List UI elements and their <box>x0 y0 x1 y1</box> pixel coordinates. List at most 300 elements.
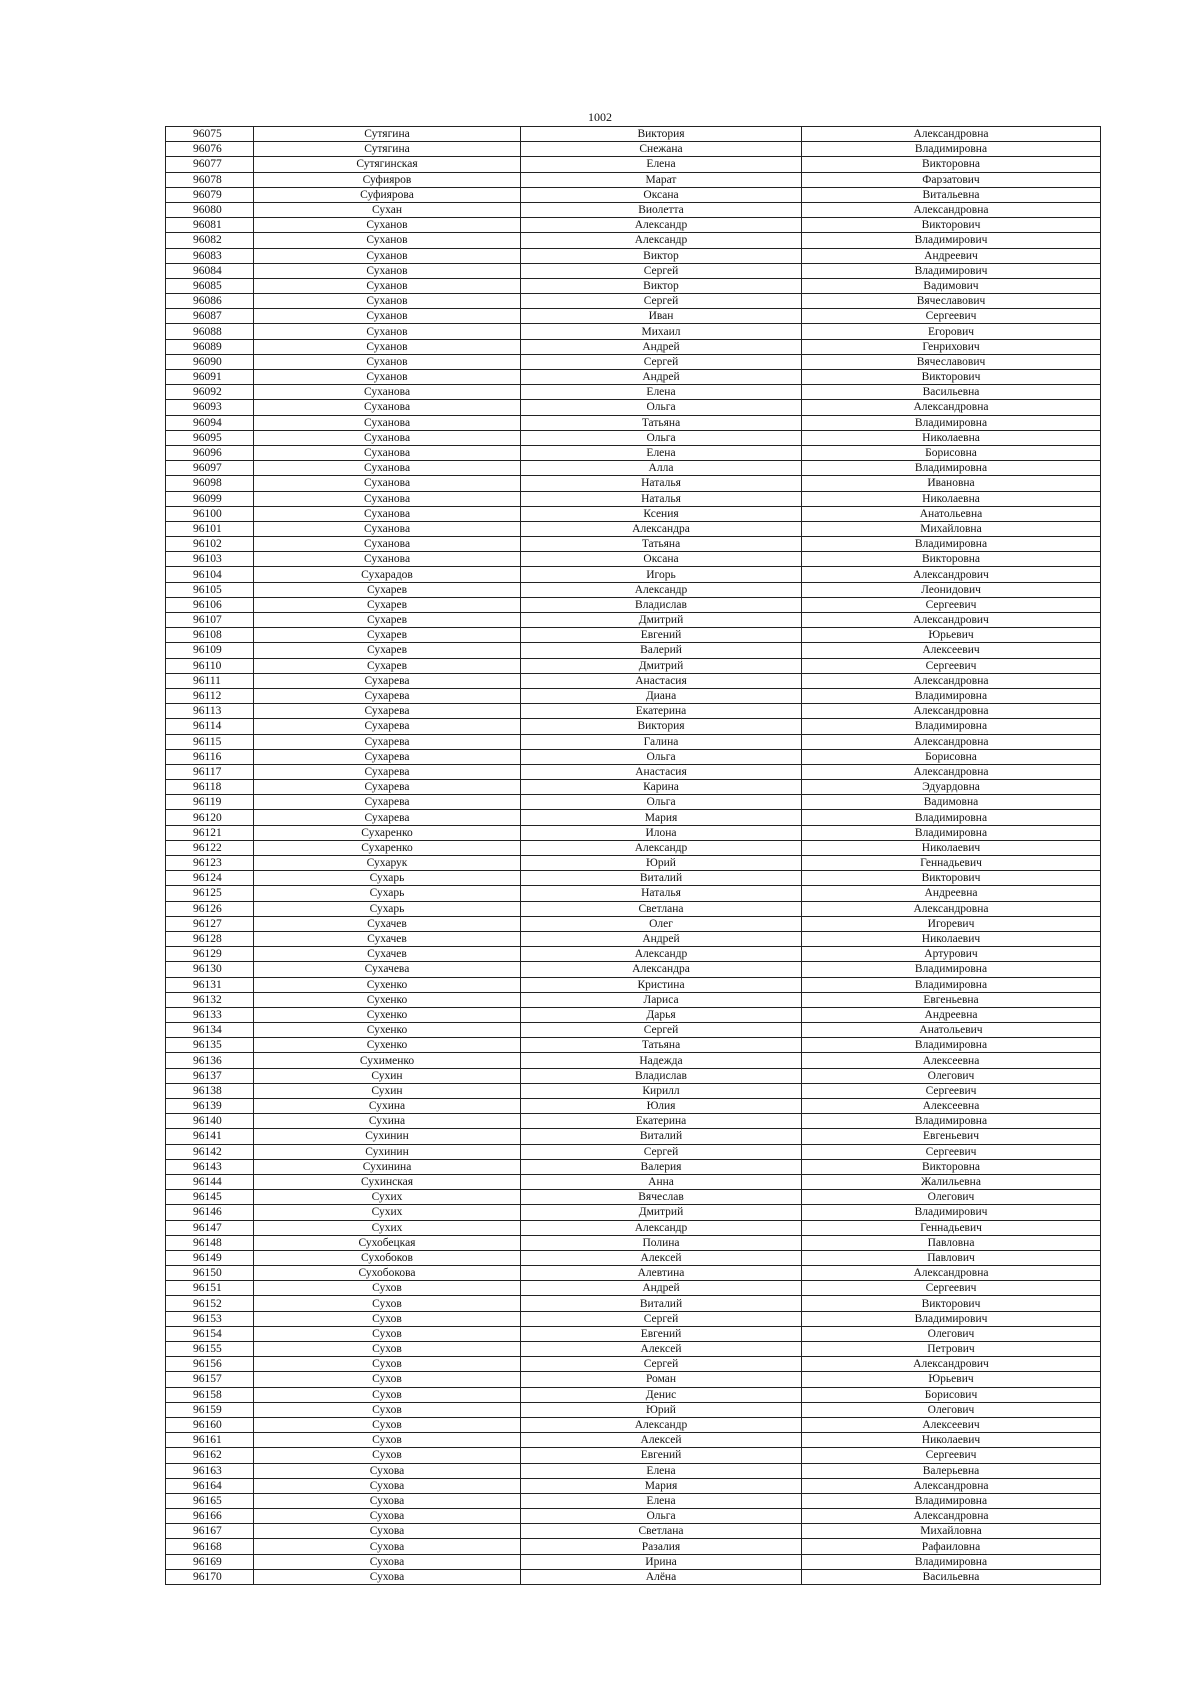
patronymic-cell: Ивановна <box>802 476 1101 491</box>
last-name-cell: Сухов <box>254 1402 521 1417</box>
first-name-cell: Вячеслав <box>521 1190 802 1205</box>
first-name-cell: Виктория <box>521 719 802 734</box>
table-row <box>166 764 1101 779</box>
last-name-cell: Суханова <box>254 537 521 552</box>
table-row <box>166 1539 1101 1554</box>
first-name-cell: Виктор <box>521 248 802 263</box>
record-id-cell: 96167 <box>166 1524 254 1539</box>
patronymic-cell: Жалильевна <box>802 1174 1101 1189</box>
table-row <box>166 780 1101 795</box>
last-name-cell: Сухарук <box>254 856 521 871</box>
last-name-cell: Сухан <box>254 202 521 217</box>
last-name-cell: Суханов <box>254 324 521 339</box>
last-name-cell: Сухарева <box>254 688 521 703</box>
table-row <box>166 400 1101 415</box>
record-id-cell: 96093 <box>166 400 254 415</box>
patronymic-cell: Николаевна <box>802 430 1101 445</box>
table-row <box>166 445 1101 460</box>
table-row <box>166 947 1101 962</box>
page-number: 1002 <box>588 110 612 124</box>
table-row <box>166 324 1101 339</box>
first-name-cell: Валерия <box>521 1159 802 1174</box>
table-row <box>166 218 1101 233</box>
record-id-cell: 96119 <box>166 795 254 810</box>
patronymic-cell: Анатольевич <box>802 1023 1101 1038</box>
first-name-cell: Александр <box>521 582 802 597</box>
last-name-cell: Сухарева <box>254 810 521 825</box>
table-row <box>166 1569 1101 1584</box>
record-id-cell: 96096 <box>166 445 254 460</box>
first-name-cell: Екатерина <box>521 704 802 719</box>
last-name-cell: Суханова <box>254 445 521 460</box>
patronymic-cell: Сергеевич <box>802 658 1101 673</box>
last-name-cell: Суханова <box>254 521 521 536</box>
last-name-cell: Суханов <box>254 263 521 278</box>
record-id-cell: 96170 <box>166 1569 254 1584</box>
table-row <box>166 1174 1101 1189</box>
patronymic-cell: Олегович <box>802 1190 1101 1205</box>
first-name-cell: Елена <box>521 385 802 400</box>
patronymic-cell: Юрьевич <box>802 628 1101 643</box>
record-id-cell: 96099 <box>166 491 254 506</box>
last-name-cell: Сухина <box>254 1099 521 1114</box>
patronymic-cell: Александровна <box>802 400 1101 415</box>
last-name-cell: Сухарева <box>254 795 521 810</box>
first-name-cell: Владислав <box>521 1068 802 1083</box>
last-name-cell: Суфиярова <box>254 187 521 202</box>
first-name-cell: Александр <box>521 233 802 248</box>
last-name-cell: Суханов <box>254 370 521 385</box>
record-id-cell: 96157 <box>166 1372 254 1387</box>
patronymic-cell: Викторович <box>802 871 1101 886</box>
first-name-cell: Елена <box>521 1493 802 1508</box>
first-name-cell: Александр <box>521 840 802 855</box>
table-row <box>166 172 1101 187</box>
table-row <box>166 339 1101 354</box>
record-id-cell: 96122 <box>166 840 254 855</box>
table-row <box>166 992 1101 1007</box>
table-row <box>166 461 1101 476</box>
first-name-cell: Сергей <box>521 354 802 369</box>
last-name-cell: Сухенко <box>254 1007 521 1022</box>
last-name-cell: Сухова <box>254 1463 521 1478</box>
first-name-cell: Наталья <box>521 491 802 506</box>
record-id-cell: 96130 <box>166 962 254 977</box>
first-name-cell: Александр <box>521 218 802 233</box>
record-id-cell: 96131 <box>166 977 254 992</box>
table-row <box>166 294 1101 309</box>
first-name-cell: Алла <box>521 461 802 476</box>
record-id-cell: 96098 <box>166 476 254 491</box>
table-row <box>166 901 1101 916</box>
patronymic-cell: Алексеевна <box>802 1053 1101 1068</box>
last-name-cell: Сухих <box>254 1190 521 1205</box>
last-name-cell: Сухарева <box>254 734 521 749</box>
table-row <box>166 673 1101 688</box>
patronymic-cell: Юрьевич <box>802 1372 1101 1387</box>
record-id-cell: 96103 <box>166 552 254 567</box>
first-name-cell: Карина <box>521 780 802 795</box>
patronymic-cell: Сергеевич <box>802 1281 1101 1296</box>
first-name-cell: Елена <box>521 1463 802 1478</box>
record-id-cell: 96080 <box>166 202 254 217</box>
first-name-cell: Александр <box>521 1417 802 1432</box>
patronymic-cell: Михайловна <box>802 521 1101 536</box>
record-id-cell: 96151 <box>166 1281 254 1296</box>
first-name-cell: Александра <box>521 962 802 977</box>
last-name-cell: Суханов <box>254 248 521 263</box>
table-row <box>166 1372 1101 1387</box>
patronymic-cell: Евгеньевич <box>802 1129 1101 1144</box>
table-row <box>166 962 1101 977</box>
table-row <box>166 233 1101 248</box>
record-id-cell: 96137 <box>166 1068 254 1083</box>
record-id-cell: 96141 <box>166 1129 254 1144</box>
first-name-cell: Надежда <box>521 1053 802 1068</box>
first-name-cell: Сергей <box>521 1357 802 1372</box>
last-name-cell: Суханов <box>254 354 521 369</box>
record-id-cell: 96147 <box>166 1220 254 1235</box>
record-id-cell: 96162 <box>166 1448 254 1463</box>
record-id-cell: 96120 <box>166 810 254 825</box>
patronymic-cell: Владимировна <box>802 142 1101 157</box>
record-id-cell: 96076 <box>166 142 254 157</box>
table-row <box>166 1342 1101 1357</box>
record-id-cell: 96097 <box>166 461 254 476</box>
first-name-cell: Александра <box>521 521 802 536</box>
first-name-cell: Михаил <box>521 324 802 339</box>
patronymic-cell: Владимировна <box>802 1493 1101 1508</box>
first-name-cell: Виктор <box>521 278 802 293</box>
last-name-cell: Сухарев <box>254 597 521 612</box>
record-id-cell: 96126 <box>166 901 254 916</box>
patronymic-cell: Николаевич <box>802 931 1101 946</box>
first-name-cell: Елена <box>521 445 802 460</box>
last-name-cell: Суханова <box>254 400 521 415</box>
last-name-cell: Суханова <box>254 491 521 506</box>
last-name-cell: Сухова <box>254 1509 521 1524</box>
patronymic-cell: Витальевна <box>802 187 1101 202</box>
record-id-cell: 96133 <box>166 1007 254 1022</box>
record-id-cell: 96085 <box>166 278 254 293</box>
patronymic-cell: Александрович <box>802 1357 1101 1372</box>
table-row <box>166 202 1101 217</box>
table-row <box>166 916 1101 931</box>
patronymic-cell: Владимировна <box>802 719 1101 734</box>
last-name-cell: Сухинская <box>254 1174 521 1189</box>
record-id-cell: 96108 <box>166 628 254 643</box>
last-name-cell: Сухаренко <box>254 825 521 840</box>
record-id-cell: 96127 <box>166 916 254 931</box>
table-row <box>166 521 1101 536</box>
table-row <box>166 1478 1101 1493</box>
patronymic-cell: Александровна <box>802 1509 1101 1524</box>
last-name-cell: Сухачев <box>254 916 521 931</box>
patronymic-cell: Рафаиловна <box>802 1539 1101 1554</box>
first-name-cell: Разалия <box>521 1539 802 1554</box>
patronymic-cell: Владимировна <box>802 1038 1101 1053</box>
first-name-cell: Татьяна <box>521 537 802 552</box>
first-name-cell: Мария <box>521 1478 802 1493</box>
last-name-cell: Суханова <box>254 552 521 567</box>
first-name-cell: Ольга <box>521 795 802 810</box>
first-name-cell: Галина <box>521 734 802 749</box>
first-name-cell: Юлия <box>521 1099 802 1114</box>
first-name-cell: Дмитрий <box>521 613 802 628</box>
first-name-cell: Ольга <box>521 1509 802 1524</box>
record-id-cell: 96145 <box>166 1190 254 1205</box>
last-name-cell: Сухенко <box>254 977 521 992</box>
last-name-cell: Суфияров <box>254 172 521 187</box>
table-row <box>166 248 1101 263</box>
record-id-cell: 96086 <box>166 294 254 309</box>
first-name-cell: Олег <box>521 916 802 931</box>
last-name-cell: Сухарев <box>254 613 521 628</box>
registry-table <box>165 126 1101 1585</box>
last-name-cell: Сухенко <box>254 1038 521 1053</box>
patronymic-cell: Викторович <box>802 370 1101 385</box>
table-row <box>166 370 1101 385</box>
record-id-cell: 96143 <box>166 1159 254 1174</box>
table-row <box>166 658 1101 673</box>
record-id-cell: 96149 <box>166 1250 254 1265</box>
first-name-cell: Владислав <box>521 597 802 612</box>
table-row <box>166 688 1101 703</box>
last-name-cell: Сухих <box>254 1220 521 1235</box>
last-name-cell: Суханов <box>254 309 521 324</box>
first-name-cell: Виталий <box>521 1129 802 1144</box>
patronymic-cell: Сергеевич <box>802 1083 1101 1098</box>
table-row <box>166 719 1101 734</box>
patronymic-cell: Александровна <box>802 202 1101 217</box>
first-name-cell: Ксения <box>521 506 802 521</box>
table-row <box>166 1266 1101 1281</box>
table-row <box>166 1023 1101 1038</box>
last-name-cell: Сухов <box>254 1311 521 1326</box>
record-id-cell: 96163 <box>166 1463 254 1478</box>
patronymic-cell: Владимировна <box>802 461 1101 476</box>
last-name-cell: Сухова <box>254 1569 521 1584</box>
first-name-cell: Наталья <box>521 476 802 491</box>
first-name-cell: Снежана <box>521 142 802 157</box>
record-id-cell: 96114 <box>166 719 254 734</box>
patronymic-cell: Викторовна <box>802 157 1101 172</box>
patronymic-cell: Сергеевич <box>802 309 1101 324</box>
last-name-cell: Сухачева <box>254 962 521 977</box>
table-row <box>166 506 1101 521</box>
first-name-cell: Алёна <box>521 1569 802 1584</box>
first-name-cell: Юрий <box>521 1402 802 1417</box>
table-row <box>166 1250 1101 1265</box>
record-id-cell: 96155 <box>166 1342 254 1357</box>
record-id-cell: 96125 <box>166 886 254 901</box>
table-row <box>166 537 1101 552</box>
table-row <box>166 1114 1101 1129</box>
record-id-cell: 96109 <box>166 643 254 658</box>
record-id-cell: 96121 <box>166 825 254 840</box>
patronymic-cell: Игоревич <box>802 916 1101 931</box>
record-id-cell: 96154 <box>166 1326 254 1341</box>
patronymic-cell: Петрович <box>802 1342 1101 1357</box>
first-name-cell: Наталья <box>521 886 802 901</box>
record-id-cell: 96165 <box>166 1493 254 1508</box>
patronymic-cell: Павлович <box>802 1250 1101 1265</box>
last-name-cell: Сухов <box>254 1417 521 1432</box>
table-row <box>166 871 1101 886</box>
last-name-cell: Сухарев <box>254 582 521 597</box>
last-name-cell: Сухинин <box>254 1144 521 1159</box>
last-name-cell: Сухов <box>254 1387 521 1402</box>
last-name-cell: Сухинин <box>254 1129 521 1144</box>
first-name-cell: Татьяна <box>521 1038 802 1053</box>
record-id-cell: 96112 <box>166 688 254 703</box>
patronymic-cell: Вадимовна <box>802 795 1101 810</box>
patronymic-cell: Сергеевич <box>802 597 1101 612</box>
first-name-cell: Виолетта <box>521 202 802 217</box>
record-id-cell: 96110 <box>166 658 254 673</box>
last-name-cell: Сухарь <box>254 901 521 916</box>
table-row <box>166 1159 1101 1174</box>
patronymic-cell: Вячеславович <box>802 294 1101 309</box>
patronymic-cell: Артурович <box>802 947 1101 962</box>
table-row <box>166 1509 1101 1524</box>
first-name-cell: Кирилл <box>521 1083 802 1098</box>
last-name-cell: Сухин <box>254 1068 521 1083</box>
table-row <box>166 795 1101 810</box>
table-row <box>166 187 1101 202</box>
patronymic-cell: Александровна <box>802 127 1101 142</box>
first-name-cell: Оксана <box>521 552 802 567</box>
last-name-cell: Суханова <box>254 430 521 445</box>
last-name-cell: Сухарь <box>254 871 521 886</box>
record-id-cell: 96111 <box>166 673 254 688</box>
last-name-cell: Сухова <box>254 1554 521 1569</box>
record-id-cell: 96159 <box>166 1402 254 1417</box>
record-id-cell: 96107 <box>166 613 254 628</box>
first-name-cell: Евгений <box>521 1448 802 1463</box>
table-row <box>166 613 1101 628</box>
record-id-cell: 96142 <box>166 1144 254 1159</box>
table-row <box>166 1235 1101 1250</box>
table-row <box>166 1554 1101 1569</box>
last-name-cell: Сухин <box>254 1083 521 1098</box>
patronymic-cell: Валерьевна <box>802 1463 1101 1478</box>
patronymic-cell: Сергеевич <box>802 1144 1101 1159</box>
patronymic-cell: Геннадьевич <box>802 856 1101 871</box>
last-name-cell: Сухарадов <box>254 567 521 582</box>
record-id-cell: 96168 <box>166 1539 254 1554</box>
record-id-cell: 96129 <box>166 947 254 962</box>
last-name-cell: Суханова <box>254 506 521 521</box>
table-row <box>166 840 1101 855</box>
record-id-cell: 96075 <box>166 127 254 142</box>
record-id-cell: 96132 <box>166 992 254 1007</box>
patronymic-cell: Олегович <box>802 1326 1101 1341</box>
patronymic-cell: Александровна <box>802 673 1101 688</box>
patronymic-cell: Евгеньевна <box>802 992 1101 1007</box>
patronymic-cell: Борисовна <box>802 749 1101 764</box>
table-row <box>166 430 1101 445</box>
table-row <box>166 415 1101 430</box>
last-name-cell: Сухова <box>254 1539 521 1554</box>
table-row <box>166 552 1101 567</box>
table-row <box>166 354 1101 369</box>
record-id-cell: 96136 <box>166 1053 254 1068</box>
last-name-cell: Сутягина <box>254 127 521 142</box>
first-name-cell: Мария <box>521 810 802 825</box>
table-row <box>166 1099 1101 1114</box>
first-name-cell: Иван <box>521 309 802 324</box>
last-name-cell: Сухаренко <box>254 840 521 855</box>
first-name-cell: Роман <box>521 1372 802 1387</box>
table-row <box>166 1493 1101 1508</box>
record-id-cell: 96148 <box>166 1235 254 1250</box>
table-row <box>166 1038 1101 1053</box>
table-row <box>166 1326 1101 1341</box>
last-name-cell: Сухов <box>254 1342 521 1357</box>
patronymic-cell: Фарзатович <box>802 172 1101 187</box>
last-name-cell: Суханов <box>254 218 521 233</box>
table-row <box>166 582 1101 597</box>
record-id-cell: 96138 <box>166 1083 254 1098</box>
table-row <box>166 886 1101 901</box>
last-name-cell: Суханова <box>254 385 521 400</box>
patronymic-cell: Владимировна <box>802 977 1101 992</box>
record-id-cell: 96166 <box>166 1509 254 1524</box>
record-id-cell: 96081 <box>166 218 254 233</box>
last-name-cell: Суханов <box>254 339 521 354</box>
patronymic-cell: Олегович <box>802 1402 1101 1417</box>
first-name-cell: Оксана <box>521 187 802 202</box>
last-name-cell: Суханова <box>254 461 521 476</box>
record-id-cell: 96116 <box>166 749 254 764</box>
last-name-cell: Суханова <box>254 415 521 430</box>
patronymic-cell: Александровна <box>802 901 1101 916</box>
last-name-cell: Сухов <box>254 1296 521 1311</box>
table-row <box>166 157 1101 172</box>
table-row <box>166 127 1101 142</box>
first-name-cell: Екатерина <box>521 1114 802 1129</box>
first-name-cell: Светлана <box>521 901 802 916</box>
record-id-cell: 96117 <box>166 764 254 779</box>
table-row <box>166 1190 1101 1205</box>
first-name-cell: Игорь <box>521 567 802 582</box>
table-row <box>166 263 1101 278</box>
table-row <box>166 1129 1101 1144</box>
last-name-cell: Сухов <box>254 1281 521 1296</box>
patronymic-cell: Алексеевич <box>802 643 1101 658</box>
first-name-cell: Марат <box>521 172 802 187</box>
record-id-cell: 96105 <box>166 582 254 597</box>
table-row <box>166 977 1101 992</box>
table-row <box>166 278 1101 293</box>
patronymic-cell: Владимировна <box>802 962 1101 977</box>
last-name-cell: Сухова <box>254 1493 521 1508</box>
last-name-cell: Сухих <box>254 1205 521 1220</box>
last-name-cell: Сухов <box>254 1326 521 1341</box>
patronymic-cell: Викторовна <box>802 1159 1101 1174</box>
first-name-cell: Ольга <box>521 749 802 764</box>
table-row <box>166 1007 1101 1022</box>
first-name-cell: Ольга <box>521 430 802 445</box>
table-row <box>166 810 1101 825</box>
table-row <box>166 567 1101 582</box>
patronymic-cell: Александровна <box>802 704 1101 719</box>
table-row <box>166 1448 1101 1463</box>
first-name-cell: Кристина <box>521 977 802 992</box>
table-row <box>166 476 1101 491</box>
first-name-cell: Ирина <box>521 1554 802 1569</box>
